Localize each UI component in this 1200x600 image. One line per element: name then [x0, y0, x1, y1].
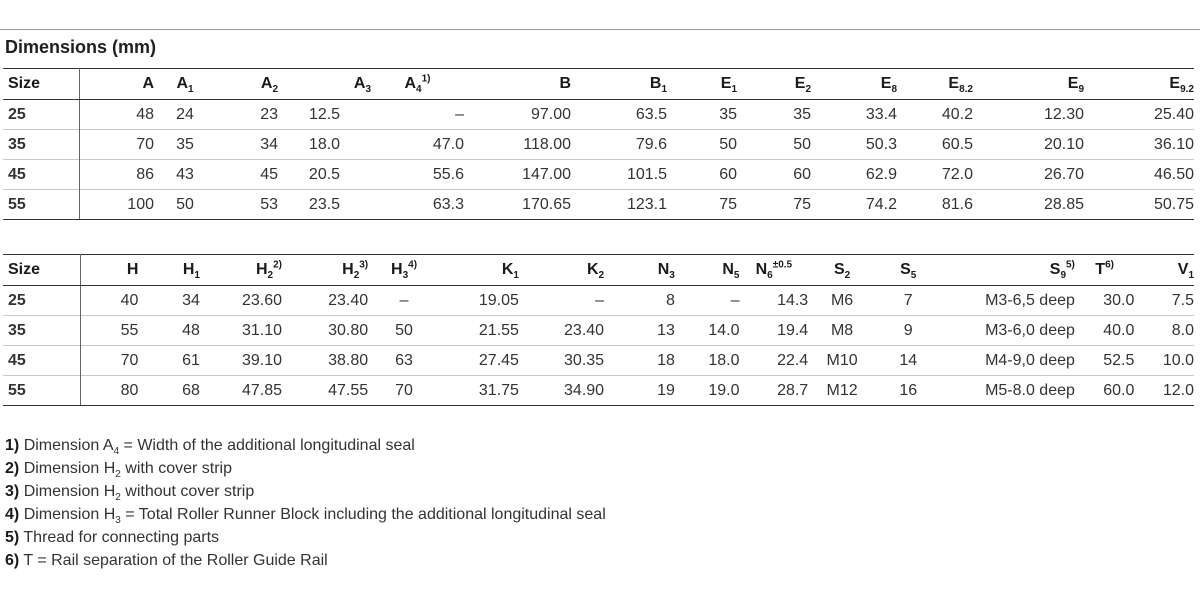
table-cell: M3-6,5 deep	[985, 291, 1075, 309]
table-cell: 34	[216, 130, 278, 160]
table-cell: 45	[216, 160, 278, 190]
table-cell: 55.6	[371, 160, 464, 190]
table-cell: 19.4	[739, 316, 808, 346]
table-cell: 50	[154, 190, 216, 220]
table-cell: M8	[808, 316, 876, 346]
page-title: Dimensions (mm)	[5, 37, 157, 57]
table-cell: 60	[667, 160, 737, 190]
table-cell: 22.4	[739, 346, 808, 376]
table-cell: 97.00	[530, 105, 571, 123]
table-cell: 23.40	[519, 316, 604, 346]
table-cell: 31.10	[200, 316, 282, 346]
header-cell: $B_1$	[571, 69, 667, 100]
table-cell: 70	[79, 130, 154, 160]
table-cell: 18	[604, 346, 675, 376]
header-cell: $S_9^{5)}$	[941, 255, 1075, 286]
table-cell: 33.4	[865, 105, 897, 123]
table-cell: 86	[79, 160, 154, 190]
table-cell: 68	[138, 376, 200, 406]
size-cell: 45	[3, 160, 79, 190]
table-cell: 16	[876, 376, 941, 406]
header-cell: $S_2$	[808, 255, 876, 286]
table-cell: 36.10	[1084, 130, 1194, 160]
footnote-5: 5) Thread for connecting parts	[5, 529, 220, 546]
footnote-4: 4) Dimension $H_3$ = Total Roller Runner Block including the additional longitudinal seal	[5, 506, 606, 527]
table-cell: 40.0	[1075, 316, 1134, 346]
table-cell: 60	[737, 160, 811, 190]
size-cell: 55	[3, 376, 81, 406]
header-cell: $A_1$	[154, 69, 216, 100]
table-cell: 74.2	[811, 190, 897, 220]
table-cell: 170.65	[464, 190, 571, 220]
footnote-2: 2) Dimension $H_2$ with cover strip	[5, 460, 232, 481]
table-cell: 50.3	[811, 130, 897, 160]
table-cell: 31.75	[440, 376, 519, 406]
table-cell: 19.0	[675, 376, 740, 406]
table-cell: 34.90	[519, 376, 604, 406]
table-cell: 23.60	[241, 291, 282, 309]
table-cell: 101.5	[571, 160, 667, 190]
table-cell: 100	[79, 190, 154, 220]
table-cell: 23.40	[328, 291, 369, 309]
table-cell: –	[455, 105, 464, 123]
header-cell: $N_3$	[604, 255, 675, 286]
footnote-3: 3) Dimension $H_2$ without cover strip	[5, 483, 255, 504]
dimensions-table-2	[3, 254, 1194, 406]
table-cell: 35	[793, 105, 811, 123]
header-cell: B	[464, 69, 571, 100]
table-cell: 46.50	[1084, 160, 1194, 190]
size-cell: 45	[3, 346, 81, 376]
table-cell: 38.80	[282, 346, 368, 376]
footnote-1: 1) Dimension $A_4$ = Width of the additional longitudinal seal	[5, 437, 415, 458]
table-cell: 50.75	[1084, 190, 1194, 220]
table-cell: 27.45	[440, 346, 519, 376]
header-cell: $K_2$	[519, 255, 604, 286]
table-cell: 62.9	[811, 160, 897, 190]
table-cell: 19.05	[478, 291, 519, 309]
dimensions-table-1	[3, 68, 1194, 220]
size-cell: 55	[3, 190, 79, 220]
table-cell: 28.85	[973, 190, 1084, 220]
table-cell: 50	[667, 130, 737, 160]
table-cell: 21.55	[440, 316, 519, 346]
size-cell: 35	[3, 316, 81, 346]
header-cell: A	[79, 69, 154, 100]
table-cell: M6	[830, 291, 854, 309]
table-cell: 30.35	[519, 346, 604, 376]
header-cell: $E_{8.2}$	[897, 69, 973, 100]
table-cell: –	[399, 291, 409, 309]
table-cell: 26.70	[973, 160, 1084, 190]
table-row	[3, 286, 1194, 316]
table-header-row	[3, 255, 1194, 286]
table-cell: 123.1	[571, 190, 667, 220]
header-cell: $H_3^{4)}$	[368, 255, 440, 286]
size-cell: 25	[3, 286, 81, 316]
table-cell: –	[595, 291, 605, 309]
table-cell: 53	[216, 190, 278, 220]
table-cell: 70	[368, 376, 440, 406]
top-rule	[0, 29, 1200, 30]
table-cell: 23	[260, 105, 278, 123]
table-cell: 72.0	[897, 160, 973, 190]
size-cell: 25	[3, 100, 79, 130]
table-cell: 63	[368, 346, 440, 376]
table-cell: 10.0	[1134, 346, 1194, 376]
header-cell: $E_1$	[667, 69, 737, 100]
table-cell: 61	[138, 346, 200, 376]
table-cell: 25.40	[1153, 105, 1194, 123]
header-cell: $A_2$	[216, 69, 278, 100]
header-cell: $V_1$	[1134, 255, 1194, 286]
footnotes	[5, 434, 606, 572]
table-cell: 47.0	[371, 130, 464, 160]
table-cell: 60.5	[897, 130, 973, 160]
header-cell: $E_9$	[973, 69, 1084, 100]
table-cell: 47.55	[282, 376, 368, 406]
header-cell: $E_{9.2}$	[1084, 69, 1194, 100]
table-row	[3, 316, 1194, 346]
table-cell: 79.6	[571, 130, 667, 160]
table-cell: 30.0	[1103, 291, 1135, 309]
table-cell: 50	[368, 316, 440, 346]
table-cell: 75	[667, 190, 737, 220]
table-cell: 12.5	[308, 105, 341, 123]
table-cell: 19	[604, 376, 675, 406]
table-cell: 9	[876, 316, 941, 346]
table-cell: 18.0	[278, 130, 371, 160]
table-cell: 48	[136, 105, 154, 123]
header-cell: $H_2^{2)}$	[200, 255, 282, 286]
table-cell: 34	[182, 291, 200, 309]
table-cell: M5-8.0 deep	[941, 376, 1075, 406]
table-row	[3, 376, 1194, 406]
table-cell: 40	[120, 291, 139, 309]
table-cell: 7	[903, 291, 913, 309]
table-cell: 7.5	[1171, 291, 1194, 309]
table-cell: 118.00	[464, 130, 571, 160]
table-cell: 35	[154, 130, 216, 160]
table-cell: 18.0	[675, 346, 740, 376]
table-cell: 28.7	[739, 376, 808, 406]
table-cell: 12.0	[1134, 376, 1194, 406]
table-cell: 70	[81, 346, 138, 376]
table-cell: 14	[876, 346, 941, 376]
table-cell: 35	[719, 105, 737, 123]
header-cell: Size	[3, 255, 81, 286]
header-cell: $E_2$	[737, 69, 811, 100]
header-cell: $H_1$	[138, 255, 200, 286]
table-row	[3, 346, 1194, 376]
table-cell: M10	[808, 346, 876, 376]
table-cell: 52.5	[1075, 346, 1134, 376]
footnote-6: 6) T = Rail separation of the Roller Guide Rail	[5, 552, 328, 569]
table-cell: 63.3	[371, 190, 464, 220]
table-cell: 40.2	[941, 105, 973, 123]
header-cell: $H_2^{3)}$	[282, 255, 368, 286]
table-cell: –	[730, 291, 740, 309]
table-cell: 8.0	[1134, 316, 1194, 346]
header-cell: $A_4^{1)}$	[371, 69, 464, 100]
header-cell: $N_6^{\pm 0.5}$	[739, 255, 808, 286]
table-cell: 20.5	[278, 160, 371, 190]
table-cell: 14.0	[675, 316, 740, 346]
table-cell: 39.10	[200, 346, 282, 376]
header-cell: $K_1$	[440, 255, 519, 286]
table-cell: 20.10	[973, 130, 1084, 160]
table-cell: 47.85	[200, 376, 282, 406]
table-cell: 24	[176, 105, 194, 123]
table-cell: 75	[737, 190, 811, 220]
header-cell: H	[81, 255, 138, 286]
table-row	[3, 130, 1194, 160]
header-cell: $T^{6)}$	[1075, 255, 1134, 286]
header-cell: $S_5$	[876, 255, 941, 286]
table-cell: 23.5	[278, 190, 371, 220]
table-cell: 60.0	[1075, 376, 1134, 406]
header-cell: $A_3$	[278, 69, 371, 100]
table-cell: 13	[604, 316, 675, 346]
header-cell: Size	[3, 69, 79, 100]
table-row	[3, 190, 1194, 220]
table-row	[3, 160, 1194, 190]
table-row	[3, 100, 1194, 130]
table-cell: M4-9,0 deep	[941, 346, 1075, 376]
table-cell: 43	[154, 160, 216, 190]
table-cell: 8	[665, 291, 675, 309]
table-cell: 12.30	[1043, 105, 1084, 123]
table-cell: 14.3	[777, 291, 809, 309]
header-cell: $E_8$	[811, 69, 897, 100]
table-cell: 80	[81, 376, 138, 406]
table-cell: 48	[138, 316, 200, 346]
table-cell: M3-6,0 deep	[941, 316, 1075, 346]
table-cell: 147.00	[464, 160, 571, 190]
table-cell: 63.5	[635, 105, 667, 123]
table-cell: 81.6	[897, 190, 973, 220]
table-cell: 50	[737, 130, 811, 160]
table-header-row	[3, 69, 1194, 100]
header-cell: $N_5$	[675, 255, 740, 286]
table-cell: M12	[808, 376, 876, 406]
table-cell: 55	[81, 316, 138, 346]
table-cell: 30.80	[282, 316, 368, 346]
size-cell: 35	[3, 130, 79, 160]
